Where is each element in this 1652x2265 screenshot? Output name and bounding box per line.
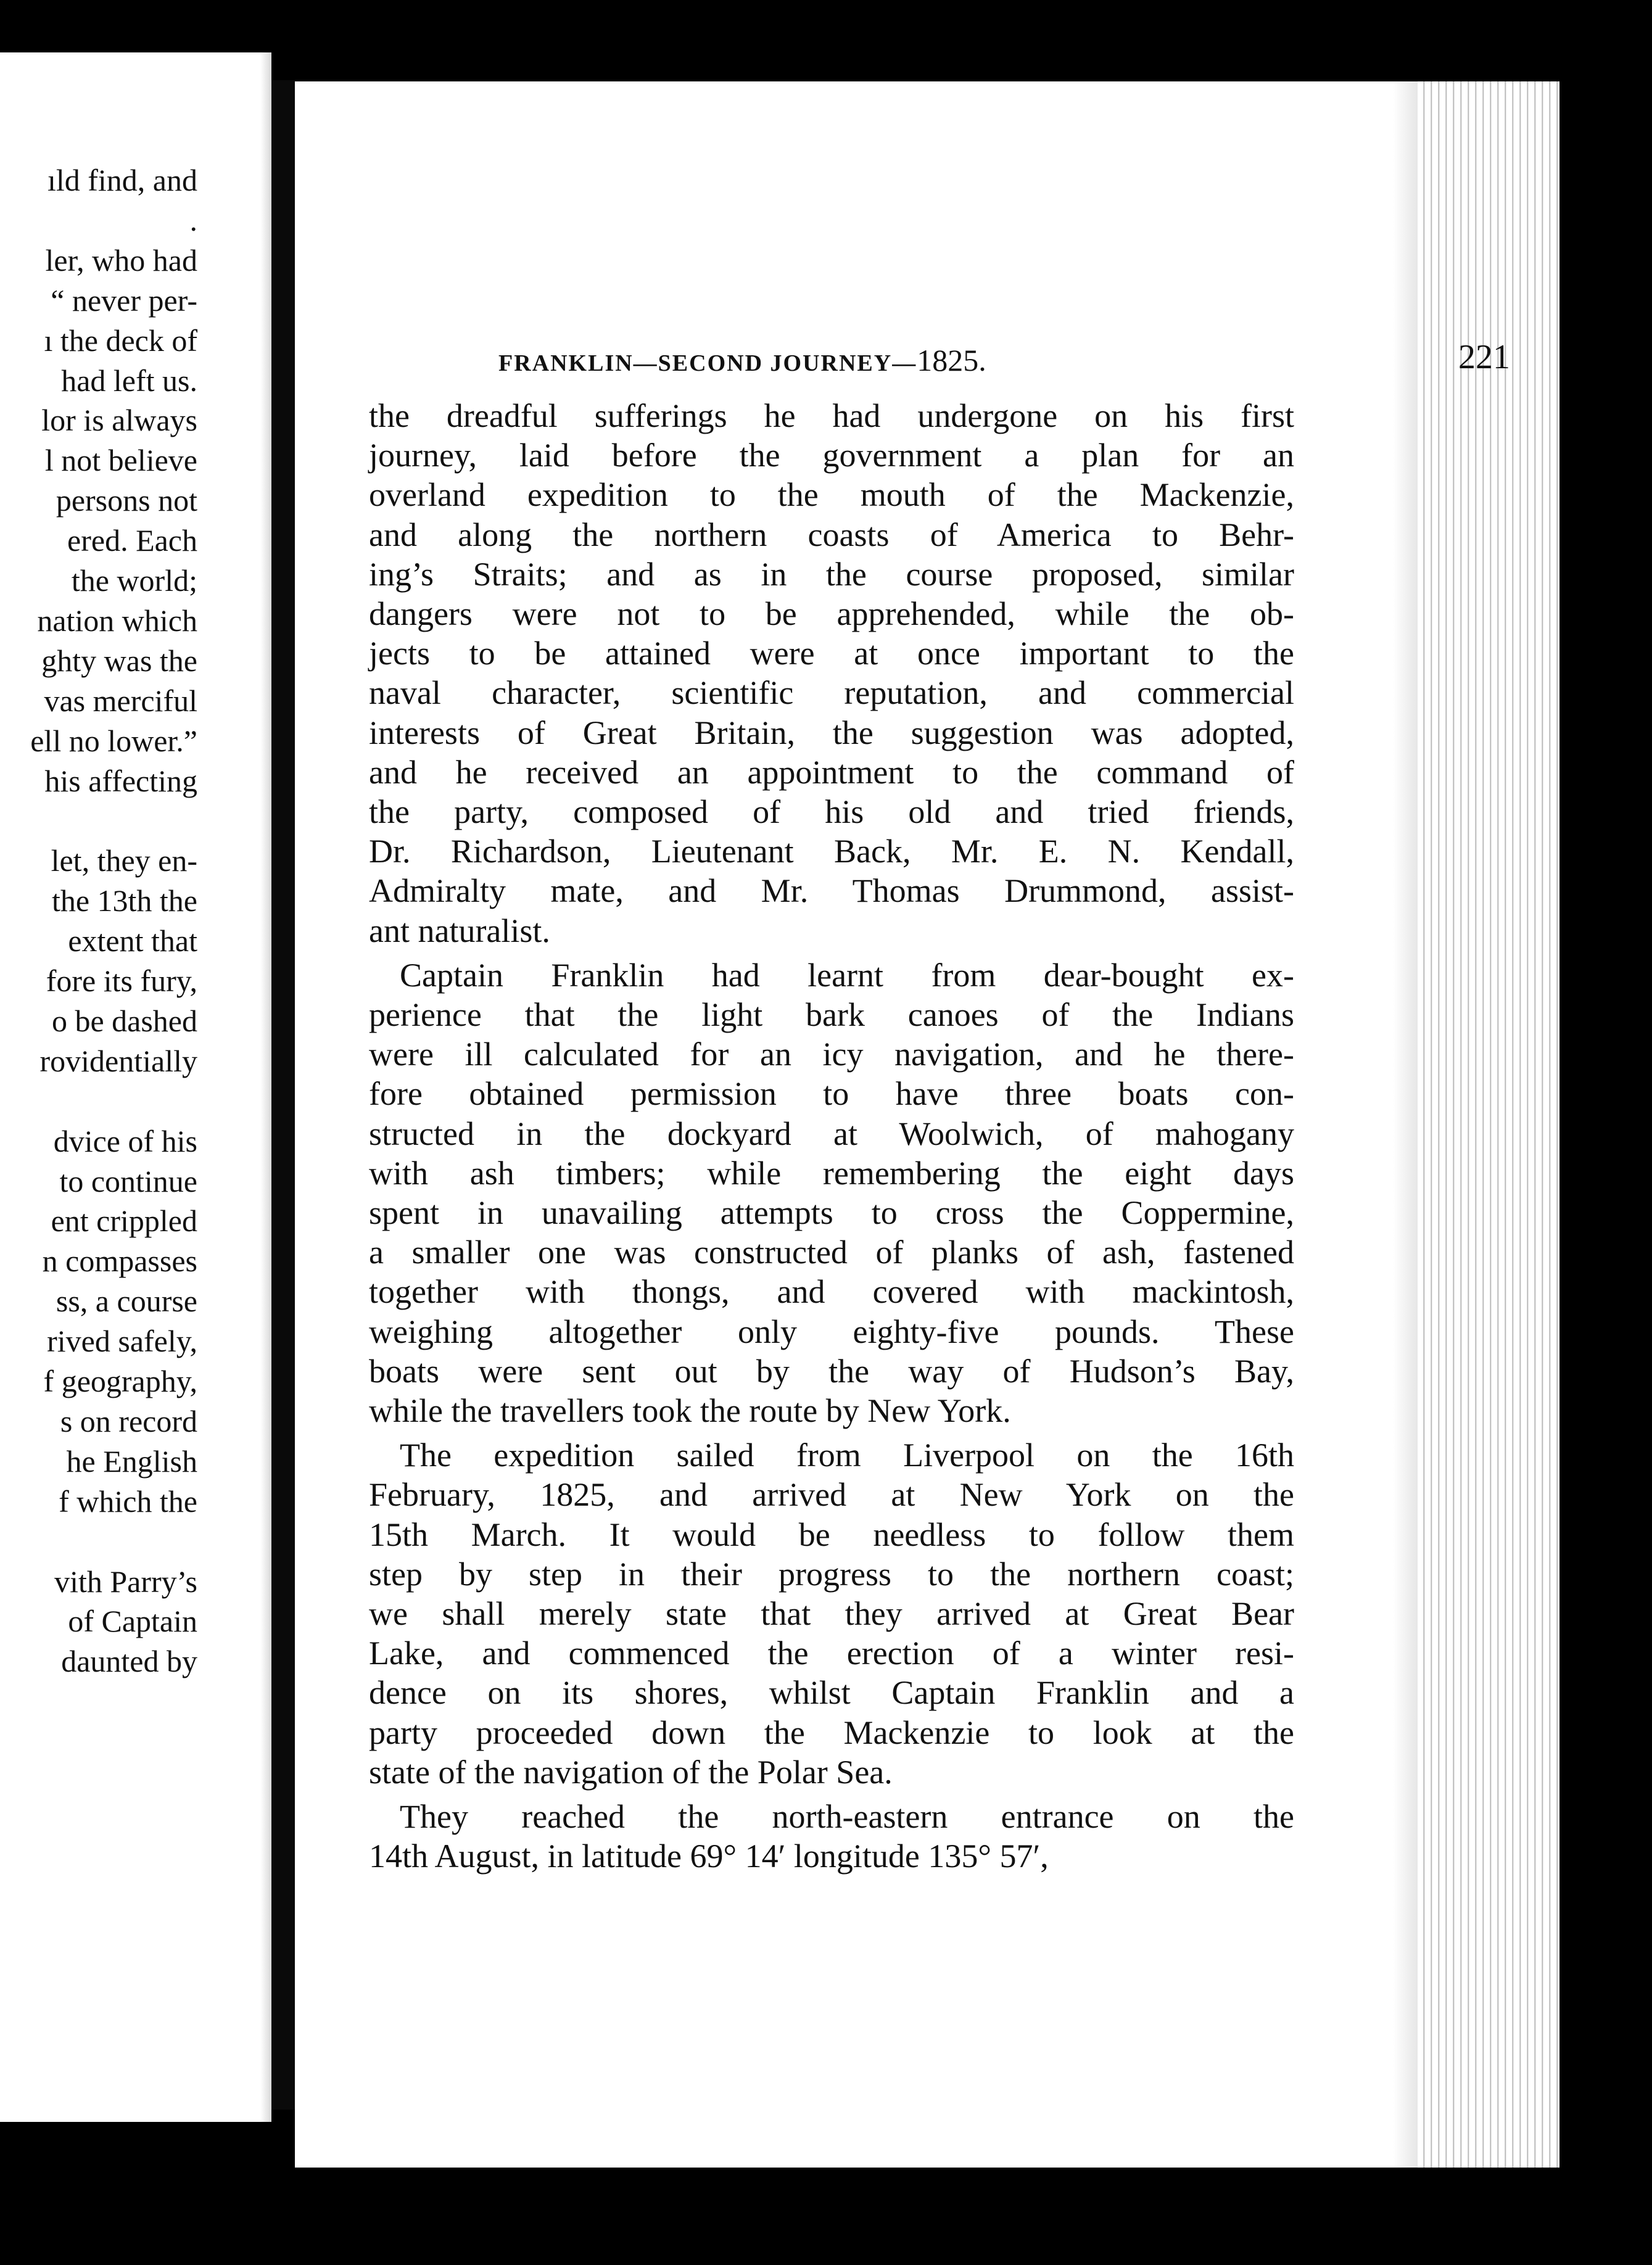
text-line: Dr. Richardson, Lieutenant Back, Mr. E. N. Kendall,	[369, 833, 1294, 870]
text-line: naval character, scientific reputation, and commercial	[369, 674, 1294, 712]
text-line: February, 1825, and arrived at New York on the	[369, 1476, 1294, 1514]
text-line: fore obtained permission to have three boats con-	[369, 1075, 1294, 1113]
previous-page-line: fore its fury,	[46, 963, 197, 998]
text-line: dence on its shores, whilst Captain Franklin and a	[369, 1674, 1294, 1712]
text-line: party proceeded down the Mackenzie to look at the	[369, 1714, 1294, 1751]
previous-page-line: ıld find, and	[47, 163, 197, 197]
paragraph-first-line: They reached the north-eastern entrance on the	[400, 1798, 1294, 1835]
page-fold-shadow	[260, 52, 271, 2122]
text-line: with ash timbers; while remembering the eight days	[369, 1154, 1294, 1192]
previous-page-line: ent crippled	[51, 1203, 197, 1239]
page-number: 221	[1458, 338, 1510, 376]
text-line: were ill calculated for an icy navigation, and he there-	[369, 1036, 1294, 1073]
previous-page-line: ler, who had	[45, 242, 197, 278]
previous-page-line: f which the	[59, 1483, 197, 1519]
text-line: state of the navigation of the Polar Sea.	[369, 1753, 893, 1791]
text-line: perience that the light bark canoes of the Indians	[369, 996, 1294, 1033]
previous-page-line: ell no lower.”	[30, 723, 197, 758]
previous-page-line: to continue	[59, 1163, 197, 1199]
previous-page-line: ered. Each	[67, 523, 197, 558]
text-line: ant naturalist.	[369, 912, 550, 949]
text-line: Admiralty mate, and Mr. Thomas Drummond, assist-	[369, 872, 1294, 910]
previous-page-line: vith Parry’s	[54, 1564, 197, 1599]
previous-page-line: ghty was the	[41, 643, 197, 678]
paragraph-first-line: Captain Franklin had learnt from dear-bought ex-	[400, 956, 1294, 994]
previous-page-line: n compasses	[42, 1244, 197, 1279]
previous-page-line: o be dashed	[51, 1003, 197, 1038]
previous-page-line: daunted by	[61, 1644, 197, 1679]
previous-page-line: persons not	[56, 483, 197, 518]
text-line: the dreadful sufferings he had undergone on his first	[369, 397, 1294, 434]
text-line: 14th August, in latitude 69° 14′ longitude 135° 57′,	[369, 1838, 1049, 1875]
previous-page-line: ı the deck of	[44, 323, 197, 358]
text-line: structed in the dockyard at Woolwich, of mahogany	[369, 1115, 1294, 1152]
previous-page-line: lor is always	[41, 403, 197, 438]
previous-page-line: s on record	[60, 1403, 197, 1438]
text-line: 15th March. It would be needless to follow them	[369, 1516, 1294, 1553]
text-line: spent in unavailing attempts to cross the Coppermine,	[369, 1194, 1294, 1231]
text-line: while the travellers took the route by New York.	[369, 1392, 1011, 1429]
previous-page-line: had left us.	[61, 363, 197, 398]
book-gutter	[271, 80, 296, 2110]
text-line: jects to be attained were at once important to the	[369, 635, 1294, 672]
previous-page-line: extent that	[68, 923, 197, 959]
text-line: overland expedition to the mouth of the Mackenzie,	[369, 476, 1294, 514]
running-head-year: 1825.	[917, 343, 986, 378]
page-curve-shade	[1393, 81, 1418, 2168]
previous-page-line: l not believe	[44, 443, 197, 478]
previous-page-fragment	[0, 52, 271, 2122]
previous-page-line: of Captain	[68, 1604, 197, 1639]
text-line: and along the northern coasts of America to Behr-	[369, 516, 1294, 553]
previous-page-line: ss, a course	[56, 1284, 197, 1319]
previous-page-line: let, they en-	[51, 843, 197, 878]
text-line: interests of Great Britain, the suggestion was adopted,	[369, 714, 1294, 751]
previous-page-line: the world;	[71, 563, 197, 598]
previous-page-line: .	[189, 202, 197, 237]
previous-page-line: the 13th the	[51, 883, 197, 918]
page-edges	[1418, 81, 1559, 2168]
paragraph-first-line: The expedition sailed from Liverpool on the 16th	[400, 1437, 1294, 1474]
text-line: a smaller one was constructed of planks of ash, fastened	[369, 1234, 1294, 1271]
text-line: boats were sent out by the way of Hudson’s Bay,	[369, 1352, 1294, 1390]
running-head-text: FRANKLIN—SECOND JOURNEY—	[498, 350, 917, 376]
text-line: the party, composed of his old and tried friends,	[369, 793, 1294, 830]
text-line: ing’s Straits; and as in the course proposed, similar	[369, 555, 1294, 593]
running-head-title	[498, 342, 986, 378]
previous-page-line: nation which	[37, 603, 197, 638]
previous-page-line: “ never per-	[51, 283, 197, 318]
text-line: Lake, and commenced the erection of a winter resi-	[369, 1635, 1294, 1672]
previous-page-line: f geography,	[43, 1364, 197, 1398]
text-line: dangers were not to be apprehended, while the ob-	[369, 595, 1294, 632]
previous-page-line: his affecting	[44, 763, 197, 798]
text-line: weighing altogether only eighty-five pounds. These	[369, 1313, 1294, 1350]
text-line: together with thongs, and covered with mackintosh,	[369, 1273, 1294, 1311]
previous-page-line: dvice of his	[53, 1123, 197, 1158]
text-line: and he received an appointment to the command of	[369, 753, 1294, 791]
previous-page-line: rovidentially	[39, 1043, 197, 1078]
text-line: journey, laid before the government a plan for an	[369, 437, 1294, 474]
previous-page-line: vas merciful	[44, 683, 197, 718]
text-line: we shall merely state that they arrived at Great Bear	[369, 1595, 1294, 1632]
previous-page-line: he English	[66, 1443, 197, 1479]
text-line: step by step in their progress to the northern coast;	[369, 1555, 1294, 1593]
current-page	[295, 81, 1559, 2168]
previous-page-line: rived safely,	[47, 1324, 197, 1359]
